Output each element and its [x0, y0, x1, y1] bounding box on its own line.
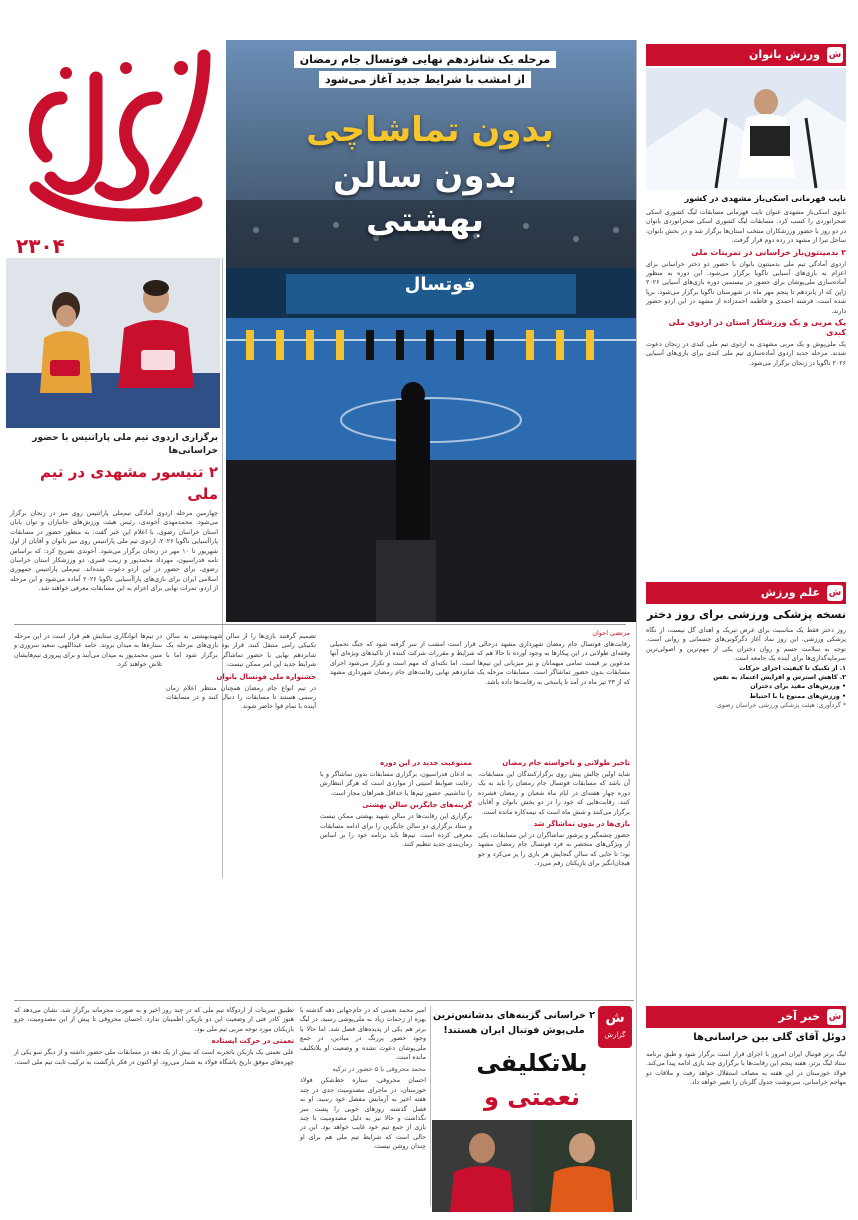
- right-list-3: • ورزش‌های مفید برای دختران: [750, 683, 846, 691]
- right-p-2: اردوی آمادگی تیم ملی بدمینتون بانوان با حضور دو دختر خراسانی برای اعزام به بازی‌های آسیایی ناگویا برگزار می‌شود. این دوره به منظور آماده‌سازی ملی‌پوشان برای حضور در بیستمین دوره بازی‌های آسیایی ۲۰۲۶ ژاپن که از پانزدهم تا پنجم مهر ماه در شهرستان ناگویا برگزار می‌شود، برپا شده است. فرشته احمدی و فاطمه احمدزاده از مشهد در این اردو حضور دارند.: [646, 260, 846, 315]
- main-col-1: [478, 756, 630, 869]
- main-col-4: [14, 632, 162, 670]
- main-sub-2: بازی‌ها در بدون تماشاگر شد: [533, 820, 630, 829]
- section-logo-icon: ش: [827, 1009, 843, 1025]
- right-p-4: روز دختر فقط یک مناسبت برای عرض تبریک و اهدای گل نیست، از نگاه پزشکی ورزشی، این روز نماد آغاز دگرگونی‌های جسمانی و روانی است. توجه به سلامت جسم و روان دختران یکی از مهم‌ترین و اصولی‌ترین سرمایه‌گذاری‌ها برای آینده یک جامعه است.: [646, 627, 846, 663]
- main-p-5: در تیم انواع جام رمضان همچنان منتظر اعلام زمان رسمی هستند تا مسابقات را دنبال کنند و در مسابقات آینده با تمام قوا حاضر شوند.: [166, 684, 316, 711]
- left-story: [10, 432, 218, 594]
- main-kicker: [280, 48, 570, 88]
- main-p-3: به اذعان فدراسیون، برگزاری مسابقات بدون تماشاگر و با رعایت ضوابط امنیتی از مواردی است که هرگز انتظارش را نداشتیم. حضور تیم‌ها با حداقل همراهان مجاز است.: [320, 771, 472, 797]
- report-badge-label: گزارش: [604, 1031, 626, 1039]
- main-sub-3: ممنوعیت جدید در این دوره: [380, 759, 472, 767]
- bottom-col-2-text: تطبیق تمرینات از اردوگاه تیم ملی که در چند روز اخیر و به صورت محرمانه برگزار شد، نشان می‌دهد که هنوز کادر فنی از وضعیت این دو بازیکن اطمینان ندارد. احسان محروقی تا پیش از این مصدومیت، جزو بازیکنان مورد توجه مربی تیم ملی بود.: [14, 1007, 294, 1033]
- right-sub-1: ۲ بدمینتون‌باز خراسانی در تمرینات ملی: [691, 247, 846, 257]
- footballers-photo: [432, 1120, 632, 1212]
- main-sub-5: جشنواره ملی فوتسال بانوان: [216, 672, 316, 681]
- main-kicker-line1: مرحله یک شانزدهم نهایی فوتسال جام رمضان: [294, 51, 556, 68]
- section-women-sports: [646, 44, 846, 66]
- main-p-2: حضور چشمگیر و پرشور تماشاگران در این مسابقات، یکی از ویژگی‌های منحصر به فرد فوتسال جام رمضان مشهد بود؛ تا جایی که سالن گنجایش هر بازی را پر می‌کرد و جو هیجان‌انگیز برای بازیکنان رقم می‌زد.: [478, 832, 630, 868]
- right-list-2: ۲. کاهش استرس و افزایش اعتماد به نفس: [713, 674, 846, 682]
- latest-text: لیگ برتر فوتبال ایران امروز با اجرای قرار است برگزار شود و طبق برنامه ستاد لیگ برتر، هفته پنجم این رقابت‌ها با برگزاری چند بازی ادامه پیدا می‌کند. فولاد خوزستان در این هفته به مصاف استقلال خواهد رفت و ملاقات دو مهاجم خراسانی، سرنوشت جدول گلزنان را تغییر خواهد داد.: [646, 1051, 846, 1087]
- left-story-headline: ۲ تنیسور مشهدی در تیم ملی: [40, 463, 218, 503]
- right-list-5: * گردآوری: هیئت پزشکی ورزشی خراسان رضوی: [716, 702, 846, 710]
- section-logo-icon: ش: [827, 47, 843, 63]
- main-headline-2: بدون سالن بهشتی: [333, 156, 517, 240]
- latest-headline: دوئل آقای گلی بین خراسانی‌ها: [693, 1032, 846, 1043]
- arena-banner: فوتسال: [404, 274, 476, 295]
- right-news-block: [646, 208, 846, 368]
- section-women-label: ورزش بانوان: [749, 48, 820, 61]
- shahrara-logo: [6, 38, 220, 238]
- section-latest-news: [646, 1006, 846, 1028]
- para-tennis-photo: [6, 258, 220, 428]
- report-badge: [598, 1006, 632, 1048]
- bottom-col-1b-text: احسان محروقی، ستاره خط‌شکن فولاد خوزستان، در ماجرای مصدومیت جدی در چند هفته اخیر به آزمایش مفصل خود رسید. او به فصل گذشته روزهای خوبی را پشت سر نگذاشت و حالا نیز به دلیل مصدومیت تا چند بازی از جمع تیم خود غایب خواهد بود. این در حالی است که شرایط تیم ملی هم برای او چندان روشن نیست.: [300, 1077, 426, 1151]
- bottom-sub: نعمتی در حرکت ایستاده: [211, 1037, 294, 1046]
- bottom-author: محمد محروقی با ۵ حضور در ترکیه: [332, 1065, 426, 1074]
- main-sub-1: تاخیر طولانی و ناخواسته جام رمضان: [502, 759, 630, 767]
- bottom-headline-1: بلاتکلیفی: [476, 1049, 588, 1077]
- main-col-2: [320, 756, 472, 850]
- issue-number: ۲۳۰۴: [16, 234, 65, 258]
- sports-science-block: [646, 626, 846, 711]
- main-p-1: شاید اولین چالش پیش روی برگزارکنندگان این مسابقات، آن باشد که مسابقات فوتسال جام رمضان را باید به یک دوره چهار هفته‌ای در ایام ماه شعبان و رمضان فشرده کنند. رقابت‌هایی که خود را در دو بخش بانوان و آقایان برگزار می‌کنند و شش ماه است که نیمه‌کاره مانده است.: [478, 771, 630, 816]
- bottom-col-1-text: امیر محمد نعمتی که در جام‌جهانی دهه گذشته با بهره از زحمات زیاد به ملی‌پوشی رسید، در لیگ برتر هم یکی از پدیده‌های فصل شد. اما حالا با وجود حضور پررنگ در میادین، در جمع ملی‌پوشان دعوت نشده و وضعیت او بلاتکلیف مانده است.: [300, 1007, 426, 1062]
- bottom-col-2b-text: علی نعمتی یک بازیکن باتجربه است که بیش از یک دهه در مسابقات ملی حضور داشته و از دیگر سو یکی از چهره‌های موفق تاریخ باشگاه فولاد به شمار می‌رود. او اکنون در فکر بازگشت به ترکیب ثابت تیم ملی است.: [14, 1049, 294, 1066]
- skier-photo: [646, 68, 846, 190]
- right-sub-2: یک مربی و یک ورزشکار استان در اردوی ملی کبدی: [668, 318, 846, 338]
- sports-science-headline: نسخه پزشکی ورزشی برای روز دختر: [646, 608, 846, 621]
- bottom-col-2: [14, 1006, 294, 1067]
- right-list-4: • ورزش‌های ممنوع یا با احتیاط: [749, 692, 846, 700]
- mid-col-a: تصمیم گرفتند بازی‌ها را از سالن شهیدبهشتی به سالن تکنیکی رامی منتقل کنند. قرار بود بازی‌های مرحله یک شانزدهم نهایی با حضور تماشاگر برگزار شود اما با شرایط جدید این امر ممکن نیست.: [166, 633, 316, 669]
- left-story-kicker: برگزاری اردوی تیم ملی پاراتنیس با حضور خراسانی‌ها: [32, 433, 218, 456]
- mid-col-b: در تیم‌ها انوانگاری ستایش هم قرار است در این مرحله ستاره‌ها به میدان بروند. حامد عبداللهی، سعید سروری و متین محمدپور به میدان می‌آیند و برای پیروزی تیم‌هایشان تلاش خواهند کرد.: [14, 633, 162, 669]
- section-science-label: علم ورزش: [760, 586, 820, 599]
- right-p-3: یک ملی‌پوش و یک مربی مشهدی به اردوی تیم ملی کبدی در زنجان دعوت شدند. مرحله جدید اردوی آماده‌سازی تیم ملی کبدی برای بازی‌های آسیایی ۲۰۲۶ ناگویا در زنجان برگزار می‌شود.: [646, 341, 846, 367]
- skier-caption: نایب قهرمانی اسکی‌باز مشهدی در کشور: [684, 194, 846, 203]
- main-intro-text: رقابت‌های فوتسال جام رمضان شهرداری مشهد درحالی قرار است امشب از سر گرفته شود که جنگ تحمیلی وقفه‌ای طولانی در این پیکارها به وجود آورده تا حالا هم که شرایط و مقررات شرکت کننده از تاکیدهای ویژه‌ای آنها مدعوین بر قیمت تمامی میهمانان و نیز میزبانی این تیم‌ها است. اما نکته‌ای که مهم است و تکرار می‌شود اجرای مسابقات بدون حضور تماشاگر است. مسابقات مرحله یک شانزدهم نهایی رقابت‌های جام رمضان شهرداری مشهد که از ۲۳ تیر ماه در آمد تا پاسخی به رقابت‌ها داده باشد.: [330, 641, 630, 686]
- main-kicker-line2: از امشب با شرایط جدید آغاز می‌شود: [319, 71, 531, 88]
- section-latest-label: خبر آخر: [778, 1010, 820, 1023]
- bottom-kicker: ۲ خراسانی گزینه‌های بدشانس‌ترین ملی‌پوش فوتبال ایران هستند!: [433, 1010, 595, 1036]
- section-logo-icon: ش: [827, 585, 843, 601]
- bottom-headline-2: نعمتی و: [484, 1083, 580, 1111]
- bottom-col-1: [300, 1006, 426, 1152]
- main-sub-4: گزینه‌های جایگزین سالن بهشتی: [362, 801, 472, 810]
- left-story-body: چهارمین مرحله اردوی آمادگی تیم‌ملی پاراتنیس روی میز در زنجان برگزار می‌شود. محمدمهدی آخوندی، رئیس هیئت ورزش‌های جانبازان و توان یابان استان خراسان رضوی، با اعلام این خبر گفت: به منظور حضور در مسابقات پاراآسیایی ناگویا ۲۰۲۶، اردوی تیم ملی پاراتنیس روی میز بانوان و آقایان از اول شهریور تا ۱۰ مهر در زنجان برگزار می‌شود. آخوندی تصریح کرد: که براساس نامه فدراسیون، مهرداد محمدپور و زینب قنبری، دو ورزشکار استان خراسان رضوی، برای حضور در این اردو دعوت شده‌اند. تیم‌ملی پاراتنیس جمهوری اسلامی ایران برای بازی‌های پاراآسیایی ناگویا ۲۰۲۶ آماده می‌شود و این مرحله از اردو، تمرات نهایی برای اعزام به این مسابقات معرفی خواهند شد.: [10, 510, 219, 593]
- masthead: [6, 38, 220, 278]
- main-story-intro: [330, 628, 630, 687]
- report-logo-icon: ش: [605, 1010, 625, 1026]
- section-sports-science: [646, 582, 846, 604]
- main-author: مرتضی احوان: [592, 629, 630, 637]
- right-list-1: ۱. از تکنیک تا کیفیت اجرای حرکات: [739, 664, 846, 672]
- main-headline-1: بدون تماشاچی: [306, 110, 554, 150]
- main-p-4: برگزاری این رقابت‌ها در سالن شهید بهشتی ممکن نیست و ستاد برگزاری دو سالن جایگزین را برای ادامه مسابقات معرفی کرده است. تیم‌ها باید برنامه خود را بر اساس زمان‌بندی جدید تنظیم کنند.: [320, 813, 472, 849]
- right-p-1: بانوی اسکی‌باز مشهدی عنوان نایب قهرمانی مسابقات لیگ کشوری اسکی صحرانوردی را کسب کرد. مسابقات لیگ کشوری اسکی صحرانوردی بانوان در دو روز با حضور ورزشکاران منتخب استان‌ها برگزار شد و در بخش بانوان، ساحل تبرا از مشهد در رده دوم قرار گرفت.: [646, 209, 846, 245]
- main-col-3: [166, 632, 316, 712]
